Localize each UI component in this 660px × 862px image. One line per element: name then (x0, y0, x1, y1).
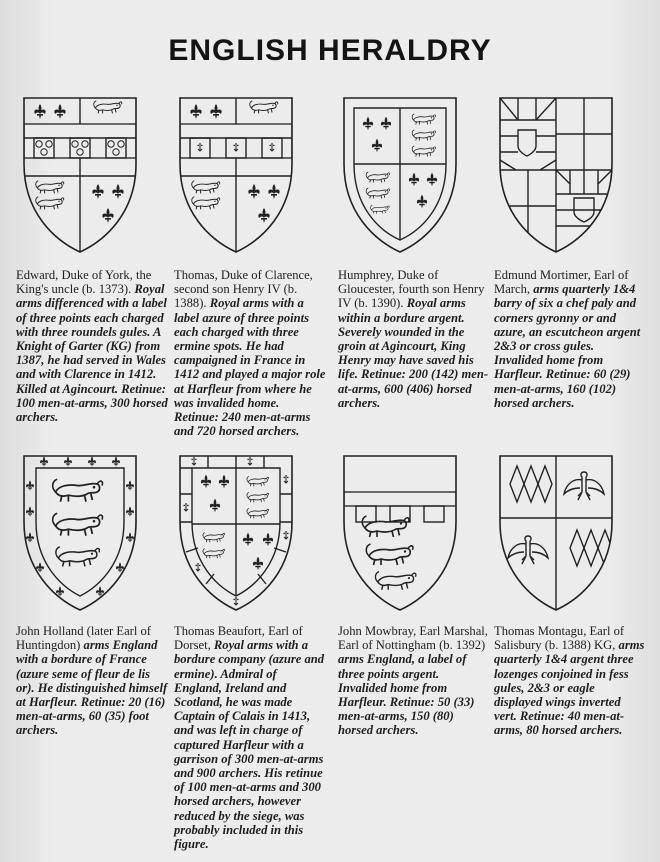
caption-description: arms England, a label of three points argent. Invalided home from Harfleur. Retinue: 50 (33) men-at-arms, 150 (80) horsed archers. (338, 652, 475, 738)
shield-holland-icon (20, 452, 140, 612)
caption-montagu (494, 624, 646, 738)
shield-york-icon (20, 94, 140, 254)
caption-name: Edward, Duke of York, the King's uncle (b. 1373). (16, 268, 152, 297)
caption-description: arms quarterly 1&4 argent three lozenges conjoined in fess gules, 2&3 or eagle displayed wings inverted vert. Retinue: 40 men-at-arms, 80 horsed archers. (494, 638, 645, 738)
caption-description: Royal arms with a label azure of three points each charged with three ermine spots. He had campaigned in France in 1412 and played a major role at Harfleur from where he was invalided home. Retinue: 240 men-at-arms and 720 horsed archers. (174, 296, 326, 439)
shield-clarence-icon (176, 94, 296, 254)
caption-gloucester (338, 268, 490, 410)
caption-description: arms quarterly 1&4 barry of six a chef paly and corners gyronny or and azure, an escutcheon argent 2&3 or cross gules. Invalided home from Harfleur. Retinue: 60 (29) men-at-arms, 160 (102) horsed archers. (494, 282, 641, 410)
caption-name: Edmund Mortimer, Earl of March, (494, 268, 629, 297)
caption-clarence (174, 268, 326, 438)
caption-mowbray (338, 624, 490, 738)
caption-york (16, 268, 168, 424)
caption-mortimer (494, 268, 646, 410)
page-title: ENGLISH HERALDRY (168, 34, 492, 67)
shield-mowbray-icon (340, 452, 460, 612)
shield-montagu-icon (496, 452, 616, 612)
caption-name: Thomas Montagu, Earl of Salisbury (b. 1388) KG, (494, 624, 625, 653)
caption-beaufort (174, 624, 326, 851)
caption-name: Humphrey, Duke of Gloucester, fourth son Henry IV (b. 1390). (338, 268, 485, 311)
caption-name: John Mowbray, Earl Marshal, Earl of Nottingham (b. 1392) (338, 624, 488, 653)
caption-name: Thomas Beaufort, Earl of Dorset, (174, 624, 303, 653)
shield-mortimer-icon (496, 94, 616, 254)
caption-holland (16, 624, 168, 738)
caption-description: Royal arms with a bordure company (azure and ermine). Admiral of England, Ireland and Scotland, he was made Captain of Calais in 1413, and was left in charge of captured Harfleur with a garrison of 300 men-at-arms and 900 archers. His retinue of 100 men-at-arms and 300 horsed archers, however reduced by the siege, was probably included in this figure. (174, 638, 325, 852)
caption-description: Royal arms within a bordure argent. Severely wounded in the groin at Agincourt, King Henry may have saved his life. Retinue: 200 (142) men-at-arms, 600 (406) horsed archers. (338, 296, 489, 410)
shield-gloucester-icon (340, 94, 460, 254)
caption-name: John Holland (later Earl of Huntingdon) (16, 624, 151, 653)
caption-description: Royal arms differenced with a label of three points each charged with three roundels gules. A Knight of Garter (KG) from 1387, he had served in Wales and with Clarence in 1412. Killed at Agincourt. Retinue: 100 men-at-arms, 300 horsed archers. (16, 282, 168, 425)
caption-name: Thomas, Duke of Clarence, second son Henry IV (b. 1388). (174, 268, 313, 311)
caption-description: arms England with a bordure of France (azure seme of fleur de lis or). He distinguished himself at Harfleur. Retinue: 20 (16) men-at-arms, 60 (35) foot archers. (16, 638, 168, 738)
shield-beaufort-icon (176, 452, 296, 612)
